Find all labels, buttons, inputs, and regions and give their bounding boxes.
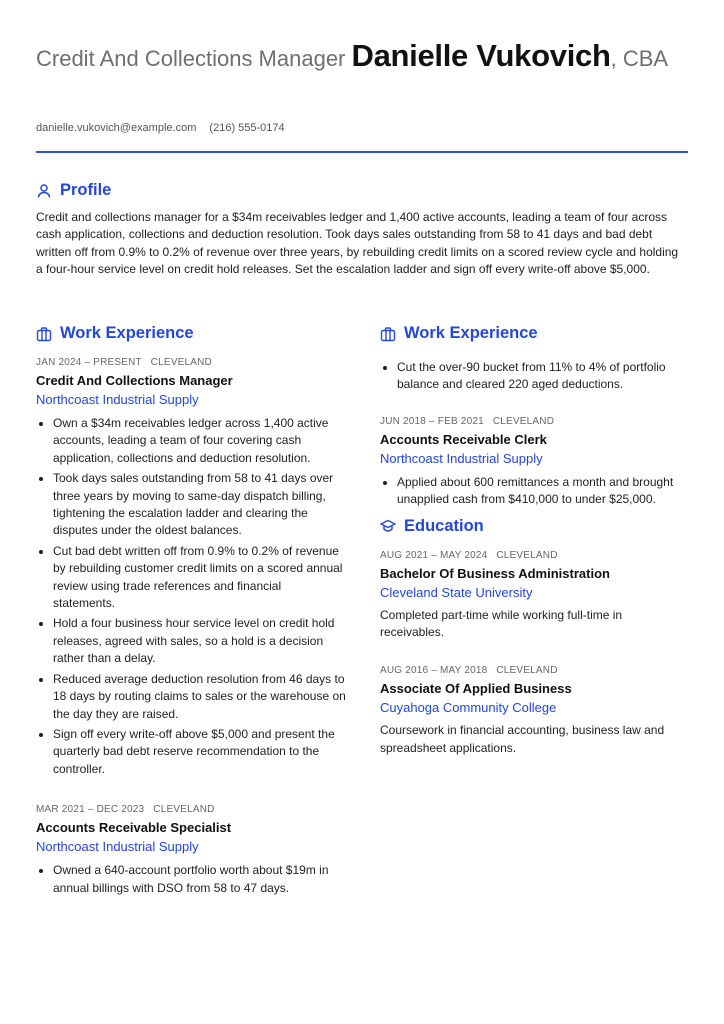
work-title-right: Work Experience [404,324,538,342]
job-bullet: • Sign off every write-off above $5,000 and present the quarterly bad debt reserve recommendation to the controller. [53,726,346,778]
job-bullet: • Cut bad debt written off from 0.9% to 0.2% of revenue by rebuilding customer credit limits on a scored annual review using trade references and financial statements. [53,543,346,613]
edu-desc: Coursework in financial accounting, business law and spreadsheet applications. [380,723,665,755]
work-title-left: Work Experience [60,324,194,342]
continued-bullets [380,359,688,394]
job-entry [36,357,346,778]
education-title: Education [404,516,484,535]
edu-degree: Associate Of Applied Business [380,681,572,697]
education-entry [380,550,688,642]
header-role: Credit And Collections Manager [36,46,346,71]
job-bullet: • Cut the over-90 bucket from 11% to 4% of portfolio balance and cleared 220 aged deductions. [397,359,688,394]
edu-location: CLEVELAND [496,665,558,677]
education-heading [380,517,688,536]
job-bullets [36,862,346,897]
graduation-cap-icon [380,518,396,534]
job-meta [36,804,346,815]
profile-heading [36,181,688,200]
job-dates: MAR 2021 – DEC 2023 [36,804,145,816]
resume-header [36,37,688,78]
header-divider [36,151,688,153]
header-name: Danielle Vukovich [351,38,611,73]
job-bullets [36,415,346,778]
person-icon [36,183,52,199]
job-meta [380,416,688,427]
edu-dates: AUG 2021 – MAY 2024 [380,549,488,561]
contact-phone[interactable]: (216) 555-0174 [209,122,285,134]
left-column [36,324,346,900]
job-location: CLEVELAND [492,415,555,427]
job-meta [36,357,346,368]
header-suffix: , CBA [610,46,669,71]
work-heading-left [36,324,346,343]
job-title: Credit And Collections Manager [36,373,233,388]
contact-line [36,122,295,134]
education-entry [380,665,688,757]
right-column [380,324,688,757]
job-bullet: • Hold a four business hour service level on credit hold releases, agreed with sales, so a hold is a decision rather than a delay. [53,615,346,667]
job-bullet: • Applied about 600 remittances a month and brought unapplied cash from $410,000 to under $25,000. [397,474,688,509]
edu-meta [380,665,688,676]
profile-section [36,181,688,278]
edu-school: Cuyahoga Community College [380,700,557,716]
job-org: Northcoast Industrial Supply [36,392,199,407]
job-bullet: • Reduced average deduction resolution from 46 days to 18 days by routing claims to sales or the warehouse on the day they are raised. [53,671,346,723]
edu-degree: Bachelor Of Business Administration [380,565,610,581]
job-title: Accounts Receivable Clerk [380,431,547,447]
profile-title: Profile [60,181,112,199]
contact-email[interactable]: danielle.vukovich@example.com [36,122,197,134]
edu-school: Cleveland State University [380,584,533,600]
job-bullets [380,474,688,509]
job-bullet: • Own a $34m receivables ledger across 1,400 active accounts, leading a team of four covering cash application, collections and deduction resolution. [53,415,346,467]
job-bullet: • Took days sales outstanding from 58 to 41 days over three years by moving to same-day dispatch billing, tightening the escalation ladder and clearing the disputes under the oldest balances. [53,470,346,540]
job-dates: JAN 2024 – PRESENT [36,357,142,368]
job-dates: JUN 2018 – FEB 2021 [380,415,484,427]
briefcase-icon [380,326,396,342]
job-entry [380,416,688,509]
job-location: CLEVELAND [150,357,212,368]
job-org: Northcoast Industrial Supply [380,450,543,466]
job-entry [36,804,346,897]
job-org: Northcoast Industrial Supply [36,839,199,855]
edu-dates: AUG 2016 – MAY 2018 [380,665,488,677]
edu-meta [380,550,688,561]
job-title: Accounts Receivable Specialist [36,820,232,836]
profile-text: Credit and collections manager for a $34m receivables ledger and 1,400 active accounts, leading a team of four across cash application, collections and deduction resolution. Took days sales outstanding from 58 to 41 days and bad debt written off from 0.9% to 0.2% of revenue over three years, by rebuilding credit limits on a scored review cycle and holding a four-hour service level on credit hold releases. Set the escalation ladder and sign off every write-off above $5,000. [36,210,679,276]
job-bullet: • Owned a 640-account portfolio worth about $19m in annual billings with DSO from 58 to 47 days. [53,862,346,897]
briefcase-icon [36,326,52,342]
edu-desc: Completed part-time while working full-time in receivables. [380,607,623,640]
edu-location: CLEVELAND [496,549,558,561]
work-heading-right [380,324,688,343]
job-location: CLEVELAND [153,804,215,816]
